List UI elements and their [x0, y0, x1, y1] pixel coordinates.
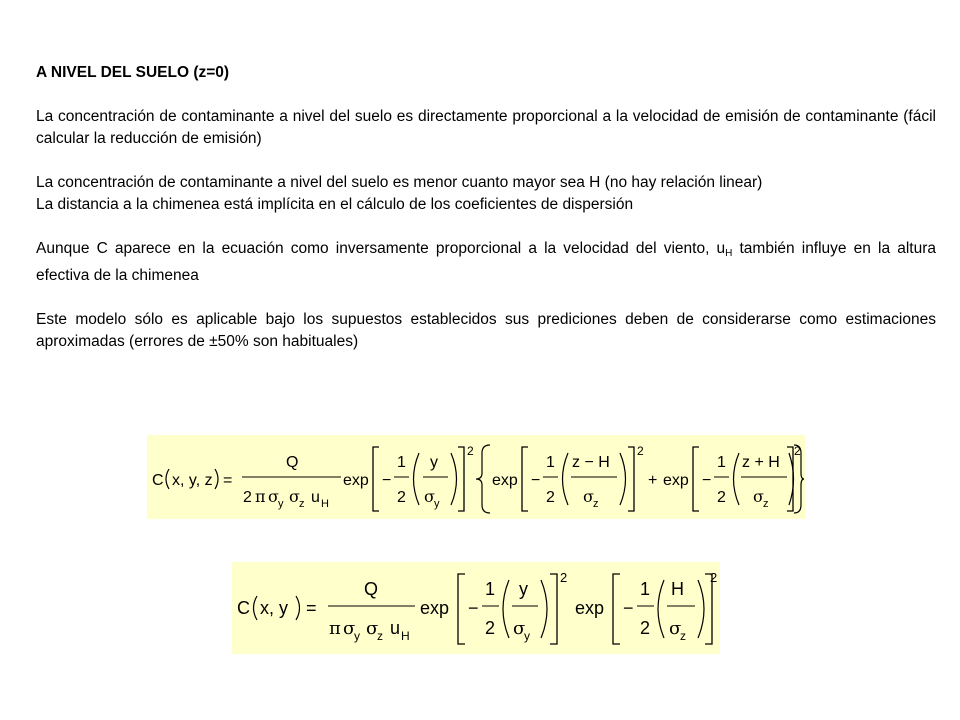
eq2-exp-2: exp	[575, 598, 605, 618]
eq1-sigma-z-3: σ	[753, 487, 764, 506]
equation-box-general	[147, 435, 805, 519]
eq2-y-num: y	[519, 579, 528, 599]
equation-general	[147, 435, 805, 519]
paragraph-height-line2: La distancia a la chimenea está implícita en el cálculo de los coeficientes de dispersión	[36, 196, 634, 213]
eq2-equals: =	[306, 598, 317, 618]
eq2-minus-2: −	[623, 598, 634, 618]
eq2-den-sigma-y: σ	[343, 618, 356, 639]
eq1-one-1: 1	[397, 454, 406, 471]
eq2-den-u: u	[390, 618, 401, 638]
eq1-sub-z-3: z	[763, 498, 769, 510]
eq2-exp-1: exp	[420, 598, 450, 618]
eq2-den-pi: π	[329, 618, 341, 639]
eq1-equals: =	[223, 472, 233, 489]
eq1-sigma-z-2: σ	[583, 487, 594, 506]
eq1-two-3: 2	[717, 489, 726, 506]
document-body	[36, 62, 936, 353]
eq1-minus-3: −	[702, 472, 712, 489]
eq1-two-1: 2	[397, 489, 406, 506]
eq2-one-2: 1	[640, 579, 651, 599]
paragraph-emission: La concentración de contaminante a nivel del suelo es directamente proporcional a la velocidad de emisión de contaminante (fácil calcular la reducción de emisión)	[36, 108, 936, 147]
eq1-den-pi: π	[255, 487, 266, 506]
eq1-den-sigma-z: σ	[289, 487, 300, 506]
eq2-den-sigma-z: σ	[366, 618, 379, 639]
eq1-one-3: 1	[717, 454, 726, 471]
eq1-den-u: u	[311, 489, 320, 506]
paragraph-wind-after: también influye en la altura efectiva de la chimenea	[36, 240, 936, 284]
eq2-h-num: H	[671, 579, 684, 599]
eq1-y-num: y	[430, 454, 438, 471]
eq2-den-sub-h: H	[401, 629, 410, 643]
eq1-sub-z-2: z	[593, 498, 599, 510]
eq2-exponent-2: 2	[710, 570, 718, 585]
paragraph-wind-before: Aunque C aparece en la ecuación como inversamente proporcional a la velocidad del viento, u	[36, 240, 726, 257]
eq2-one-1: 1	[485, 579, 496, 599]
eq1-sigma-y-1: σ	[424, 487, 435, 506]
eq1-lhs-c: C	[152, 472, 164, 489]
eq2-sub-z-2: z	[680, 629, 686, 643]
eq1-den-sub-z: z	[299, 498, 305, 510]
eq2-lhs-c: C	[237, 598, 250, 618]
eq1-numerator-q: Q	[286, 454, 299, 471]
eq1-exp-2: exp	[492, 472, 518, 489]
eq1-exp-1: exp	[343, 472, 369, 489]
eq2-den-sub-y: y	[354, 629, 360, 643]
eq2-sigma-y-1: σ	[513, 618, 526, 639]
eq1-den-2: 2	[243, 489, 252, 506]
section-title: A NIVEL DEL SUELO (z=0)	[36, 64, 230, 81]
eq1-exponent-3: 2	[794, 444, 801, 458]
eq1-lhs-args: x, y, z	[172, 472, 213, 489]
eq1-sub-y-1: y	[434, 498, 440, 510]
paragraph-height-line1: La concentración de contaminante a nivel del suelo es menor cuanto mayor sea H (no hay relación linear)	[36, 174, 763, 191]
eq2-exponent-1: 2	[560, 570, 568, 585]
eq1-exponent-2: 2	[637, 444, 644, 458]
eq2-sub-y-1: y	[524, 629, 530, 643]
eq1-z-minus-h: z − H	[572, 454, 610, 471]
eq1-minus-2: −	[531, 472, 541, 489]
eq1-exp-3: exp	[663, 472, 689, 489]
eq2-sigma-z-2: σ	[669, 618, 682, 639]
eq2-minus-1: −	[468, 598, 479, 618]
eq1-den-sub-y: y	[278, 498, 284, 510]
equation-box-ground	[232, 562, 720, 654]
eq2-two-2: 2	[640, 618, 651, 638]
eq2-numerator-q: Q	[364, 579, 379, 599]
eq2-two-1: 2	[485, 618, 496, 638]
paragraph-height	[36, 172, 936, 216]
eq1-z-plus-h: z + H	[742, 454, 780, 471]
eq1-exponent-1: 2	[467, 444, 474, 458]
paragraph-wind-subscript: H	[725, 248, 733, 259]
eq2-lhs-args: x, y	[260, 598, 289, 618]
eq1-plus: +	[648, 472, 658, 489]
eq1-minus-1: −	[382, 472, 392, 489]
equation-ground	[232, 562, 720, 654]
paragraph-model: Este modelo sólo es aplicable bajo los supuestos establecidos sus prediciones deben de considerarse como estimaciones aproximadas (errores de ±50% son habituales)	[36, 311, 936, 350]
eq2-den-sub-z: z	[377, 629, 383, 643]
eq1-one-2: 1	[546, 454, 555, 471]
eq1-den-sub-h: H	[321, 498, 329, 510]
eq1-two-2: 2	[546, 489, 555, 506]
paragraph-wind	[36, 238, 936, 287]
eq1-den-sigma-y: σ	[268, 487, 279, 506]
